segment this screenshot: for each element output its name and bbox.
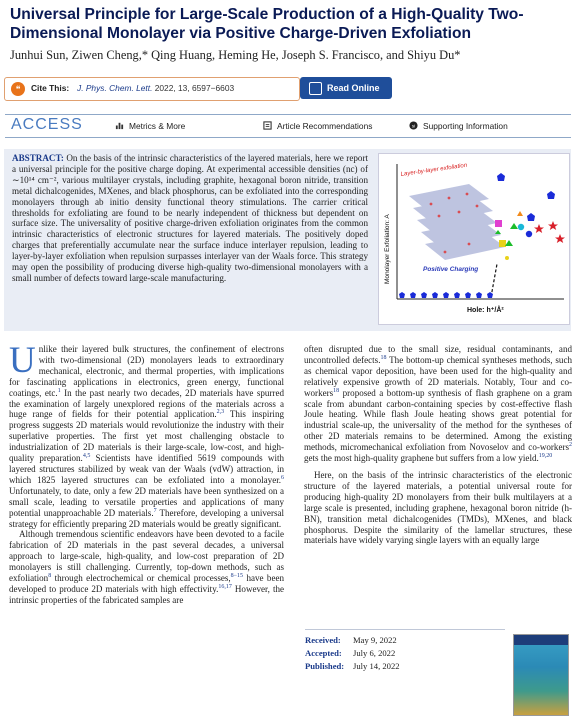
citation-ref[interactable]: 16,17 — [218, 583, 232, 590]
recommendations-link[interactable] — [263, 121, 372, 131]
transition-line — [491, 264, 497, 297]
supporting-info-label: Supporting Information — [423, 121, 508, 131]
book-icon — [309, 82, 322, 95]
publication-dates — [305, 634, 400, 673]
received-label: Received: — [305, 635, 341, 645]
access-bar — [5, 114, 571, 138]
svg-text:si: si — [411, 123, 416, 129]
cite-label: Cite This: — [31, 83, 70, 93]
body-column-right — [304, 344, 572, 546]
metrics-label: Metrics & More — [129, 121, 186, 131]
layer-stack-illustration — [409, 184, 505, 260]
accepted-label: Accepted: — [305, 648, 342, 658]
citation-ref[interactable]: 6 — [281, 474, 284, 481]
cover-header-strip — [514, 635, 568, 645]
citation-ref[interactable]: 18 — [380, 354, 387, 361]
abstract-body: On the basis of the intrinsic characteristics of the layered materials, here we report a universal principle for the positive charge doping. At experimental accessible densities (nc) of ∼10¹⁴ cm⁻², various multilayer crystals, including graphite, hexagonal boron nitride, transition metal dichalcogenides, MXenes, and black phosphorus, can be exfoliated into the corresponding monolayers through ab initio density functional theory stimulations. The carrier critical thresholds for exfoliating are found to be nearly independent of thickness but dependent on surface size. The universality of positive charge-driven exfoliation originates from the common intrinsic characteristics of electronic structures for layered materials. The positively doped charges that preferentially accumulate near the surface induce interlayer repulsion, leading to layer-by-layer exfoliation when repulsion surpasses interlayer van der Waals force. This strategy may open the possibility of producing diverse high-quality two-dimensional monolayers with a small number of defects toward large-scale manufacturing. — [12, 153, 369, 283]
abstract-text — [12, 153, 368, 284]
dates-divider — [305, 629, 505, 630]
citation-ref[interactable]: 19,20 — [538, 453, 553, 460]
read-online-button[interactable] — [300, 77, 392, 99]
toc-xlabel: Hole: h⁺/Å² — [467, 307, 504, 314]
toc-ylabel: Monolayer Exfoliation: A — [384, 214, 391, 284]
supporting-info-link[interactable] — [409, 121, 508, 131]
intro-paragraph-4: Here, on the basis of the intrinsic characteristics of the electronic structure of the layered materials, a potential universal route for producing high-quality 2D monolayers from their bulk multilayers at a large scale is presented, including graphene, hexagonal boron nitride (h-BN), transition metal dichalcogenides (TMDs), MXenes, and black phosphorus. Despite the similarity of the lamellar structures, these materials have widely varying single layers with an equally large — [304, 469, 572, 546]
toc-label-bottom: Positive Charging — [423, 266, 479, 273]
quote-icon: ❝ — [11, 82, 25, 96]
published-label: Published: — [305, 661, 345, 671]
citation-ref[interactable]: 7 — [153, 507, 157, 514]
toc-graphic[interactable] — [378, 153, 570, 325]
citation-ref[interactable]: 8 — [48, 573, 52, 580]
drop-cap: U — [9, 340, 36, 381]
published-date: July 14, 2022 — [353, 661, 400, 671]
citation-ref[interactable]: 8−15 — [230, 573, 244, 580]
journal-name[interactable]: J. Phys. Chem. Lett. — [77, 83, 153, 93]
cite-this-box[interactable] — [4, 77, 300, 101]
citation-ref[interactable]: 1 — [57, 387, 61, 394]
accepted-date: July 6, 2022 — [353, 648, 396, 658]
intro-paragraph-3: often disrupted due to the small size, residual contaminants, and uncontrolled defects.$^{18}$ The bottom-up chemical syntheses methods, such as chemical vapor deposition, have been used for the high-quality and relatively expensive growth of 2D materials. Notably, Tour and co-workers$^{18}$ proposed a bottom-up synthesis of flash graphene on a gram scale from abundant carbon-containing species by cost-effective flash Joule heating. While flash Joule heating shows great potential for industrial scale-up, the universality of the method for the syntheses of other 2D materials remains to be determined. Among the existing methods, micromechanical exfoliation from Novoselov and co-workers$^2$ gets the most high-quality graphene but suffers from a low yield.$^{19,20}$ — [304, 344, 572, 464]
si-icon — [409, 121, 418, 130]
recommendations-label: Article Recommendations — [277, 121, 373, 131]
access-label: ACCESS — [11, 116, 83, 133]
journal-cover-thumbnail[interactable] — [513, 634, 569, 716]
cite-reference[interactable] — [77, 83, 234, 93]
author-list[interactable]: Junhui Sun, Ziwen Cheng,* Qing Huang, Heming He, Joseph S. Francisco, and Shiyu Du* — [10, 48, 461, 62]
abstract-label: ABSTRACT: — [12, 153, 64, 163]
body-column-left — [9, 340, 285, 606]
citation-ref[interactable]: 18 — [333, 387, 340, 394]
metrics-link[interactable] — [115, 121, 185, 131]
abstract-section — [4, 149, 571, 331]
toc-figure-svg — [379, 154, 569, 324]
received-date: May 9, 2022 — [353, 635, 397, 645]
exfoliated-points — [495, 173, 565, 260]
intro-paragraph-2: Although tremendous scientific endeavors have been devoted to a facile fabrication of 2D materials in the past several decades, a universal approach to large-scale, high-quality, and low-cost preparation of 2D monolayers is still challenging. Currently, top-down methods, such as exfoliation$^8$ through electrochemical or chemical processes,$^{8-15}$ have been developed to produce 2D materials with high effectivity.$^{16,17}$ However, the intrinsic properties of the fabricated samples are — [9, 529, 284, 605]
cite-details: 2022, 13, 6597−6603 — [154, 83, 235, 93]
unexfoliated-points — [399, 292, 493, 298]
citation-ref[interactable]: 4,5 — [82, 453, 91, 460]
read-online-label: Read Online — [327, 83, 380, 93]
citation-ref[interactable]: 2 — [569, 442, 572, 449]
citation-ref[interactable]: 2,3 — [216, 409, 225, 416]
intro-paragraph-1: Unlike their layered bulk structures, the confinement of electrons with two-dimensional (2D) monolayers leads to extraordinary mechanical, electronic, and thermal properties, with implications for fascinating applications in electronics, green energy, functional coatings, etc.$^1$ In the past nearly two decades, 2D materials have spurred the examination of largely unexplored regions of the materials across a huge range of fields for their potential application.$^{2,3}$ This inspiring progress suggests 2D materials would revolutionize the industry with their superlative properties. The first yet most challenging obstacle to industrialization of 2D materials is their large-scale, low-cost, and high-quality preparation.$^{4,5}$ Scientists have identified 5619 compounds with layered structures stabilized by weak van der Waals (vdW) attraction, in which 1825 layered structures can be exfoliated into a monolayer.$^6$ Unfortunately, to date, only a few 2D materials have been synthesized on a small scale, leading to versatile properties and applications of many potential unapproachable 2D materials.$^7$ Therefore, developing a universal strategy for efficiently preparing 2D materials would be greatly significant. — [9, 340, 285, 529]
article-icon — [263, 121, 272, 130]
article-title: Universal Principle for Large-Scale Production of a High-Quality Two-Dimensional Monolayer via Positive Charge-Driven Exfoliation — [10, 6, 524, 42]
bar-chart-icon — [115, 121, 124, 130]
toc-label-top: Layer-by-layer exfoliation — [400, 162, 468, 178]
